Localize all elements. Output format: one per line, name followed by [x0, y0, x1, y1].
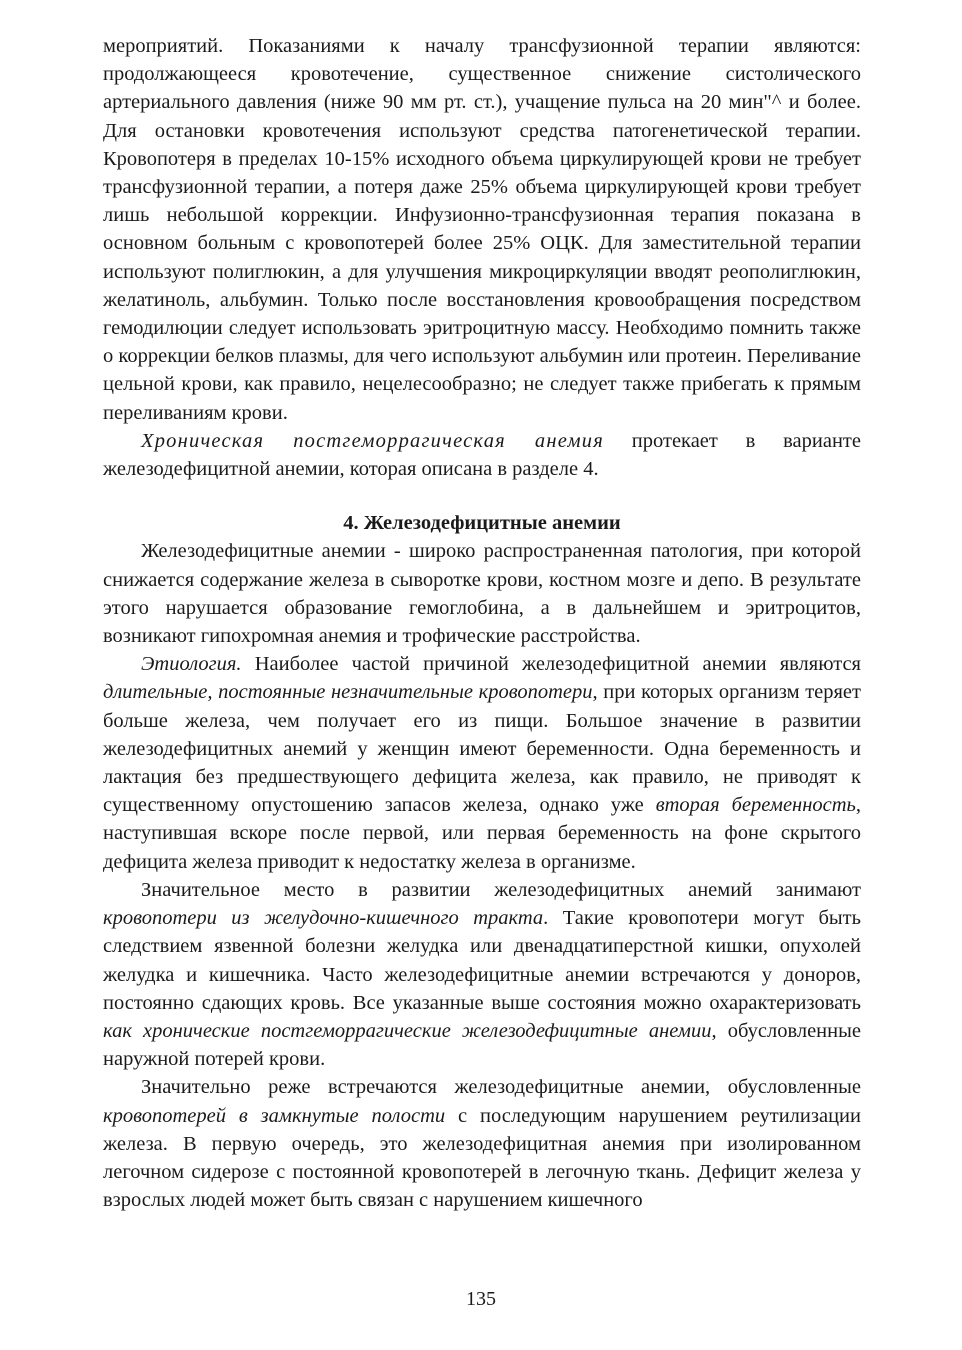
paragraph-text: с последующим нарушением реутилизации железа. В первую очередь, это железодефицитная анемия при изолированном легочном сидерозе с постоянной кровопотерей в легочную ткань. Дефицит железа у взрослых людей может быть связан с нарушением кишечного [103, 1104, 861, 1212]
italic-term: как хронические постгеморрагические железодефицитные анемии [103, 1019, 712, 1042]
italic-term: вторая беременность [655, 794, 856, 817]
document-page [103, 32, 861, 1214]
italic-term: кровопотери из желудочно-кишечного тракта [103, 907, 544, 930]
italic-term: кровопотерей в замкнутые полости [103, 1104, 446, 1127]
paragraph-text: , обусловленные наружной потерей крови. [103, 1019, 861, 1071]
italic-term: Этиология. [141, 653, 242, 676]
page-number: 135 [466, 1288, 496, 1310]
paragraph-text: протекает в варианте железодефицитной анемии, которая описана в разделе 4. [103, 429, 861, 481]
section-heading: 4. Железодефицитные анемии [343, 512, 621, 535]
paragraph-etiology [103, 650, 861, 876]
paragraph-transfusion-therapy [103, 32, 861, 427]
paragraph-text: Значительное место в развитии железодефицитных анемий занимают [141, 878, 861, 901]
paragraph-closed-cavities [103, 1073, 861, 1214]
italic-term: Хроническая постгеморрагическая анемия [141, 429, 604, 452]
paragraph-gi-bleeding [103, 876, 861, 1073]
paragraph-text: , при которых организм теряет больше железа, чем получает его из пищи. Большое значение в развитии железодефицитных анемий у женщин имеют беременности. Одна беременность и лактация без предшествующего дефицита железа, как правило, не приводят к существенному опустошению запасов железа, однако уже [103, 681, 861, 817]
paragraph-text: , наступившая вскоре после первой, или первая беременность на фоне скрытого дефицита железа приводит к недостатку железа в организме. [103, 794, 861, 873]
paragraph-text: Железодефицитные анемии - широко распространенная патология, при которой снижается содержание железа в сыворотке крови, костном мозге и депо. В результате этого нарушается образование гемоглобина, а в дальнейшем и эритроцитов, возникают гипохромная анемия и трофические расстройства. [103, 540, 861, 648]
paragraph-text: Наиболее частой причиной железодефицитной анемии являются [241, 653, 861, 676]
paragraph-text: . Такие кровопотери могут быть следствием язвенной болезни желудка или двенадцатиперстной кишки, опухолей желудка и кишечника. Часто железодефицитные анемии встречаются у доноров, постоянно сдающих кровь. Все указанные выше состояния можно охарактеризовать [103, 907, 861, 1014]
paragraph-chronic-anemia [103, 427, 861, 483]
italic-term: длительные, постоянные незначительные кровопотери [103, 681, 593, 704]
paragraph-text: Значительно реже встречаются железодефицитные анемии, обусловленные [141, 1076, 861, 1099]
paragraph-definition [103, 537, 861, 650]
paragraph-text: мероприятий. Показаниями к началу трансфузионной терапии являются: продолжающееся кровотечение, существенное снижение систолического артериального давления (ниже 90 мм рт. ст.), учащение пульса на 20 мин"^ и более. Для остановки кровотечения используют средства патогенетической терапии. Кровопотеря в пределах 10-15% исходного объема циркулирующей крови не требует трансфузионной терапии, а потеря даже 25% объема циркулирующей крови требует лишь небольшой коррекции. Инфузионно-трансфузионная терапия показана в основном больным с кровопотерей более 25% ОЦК. Для заместительной терапии используют полиглюкин, а для улучшения микроциркуляции вводят реополиглюкин, желатиноль, альбумин. Только после восстановления кровообращения посредством гемодилюции следует использовать эритроцитную массу. Необходимо помнить также о коррекции белков плазмы, для чего используют альбумин или протеин. Переливание цельной крови, как правило, нецелесообразно; не следует также прибегать к прямым переливаниям крови. [103, 35, 861, 424]
